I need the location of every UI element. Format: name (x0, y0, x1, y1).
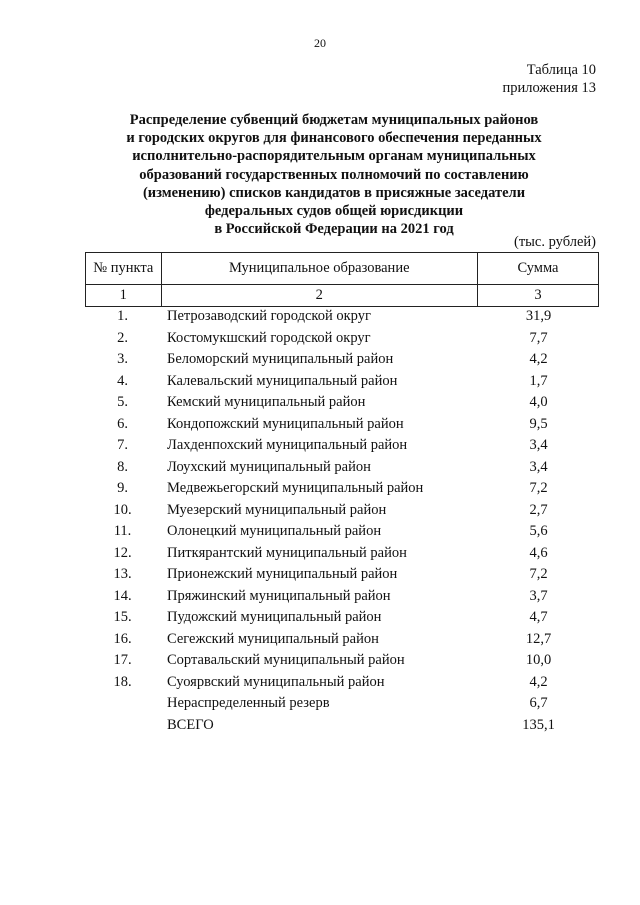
row-sum: 4,2 (529, 351, 548, 367)
row-municipality: Костомукшский городской округ (167, 329, 371, 346)
title-line: образований государственных полномочий по составлению (139, 166, 529, 183)
table-row (85, 306, 599, 328)
units-label: (тыс. рублей) (514, 234, 596, 250)
table-row (85, 607, 599, 629)
table-row (85, 586, 599, 608)
row-municipality: Калевальский муниципальный район (167, 372, 398, 389)
row-number: 7. (117, 437, 128, 453)
row-sum: 4,0 (529, 394, 548, 410)
row-municipality: Прионежский муниципальный район (167, 566, 398, 582)
row-sum: 3,7 (529, 587, 548, 604)
title-line: и городских округов для финансового обеспечения переданных (126, 130, 542, 147)
row-municipality: Пудожский муниципальный район (167, 609, 382, 625)
table-row (85, 629, 599, 651)
column-number: 1 (86, 285, 162, 307)
row-number: 6. (117, 415, 128, 432)
row-number: 4. (117, 372, 128, 389)
table-row (85, 650, 599, 672)
table-row (85, 392, 599, 414)
row-municipality: Кемский муниципальный район (167, 394, 366, 410)
row-sum: 4,6 (529, 544, 548, 561)
table-row (85, 478, 599, 500)
row-sum: 4,2 (529, 673, 548, 690)
row-number: 12. (113, 544, 132, 561)
row-sum: 9,5 (529, 415, 548, 432)
row-number: 16. (113, 630, 132, 647)
row-sum: 12,7 (525, 630, 552, 647)
table-row (85, 349, 599, 371)
row-number: 13. (113, 566, 132, 582)
row-sum: 7,2 (529, 480, 548, 496)
row-sum: 3,4 (529, 437, 548, 453)
row-municipality: Сортавальский муниципальный район (167, 652, 405, 668)
table-row (85, 457, 599, 479)
header-sum: Сумма (477, 253, 598, 285)
title-line: (изменению) списков кандидатов в присяжные заседатели (142, 184, 526, 201)
total-row (85, 715, 599, 737)
table-header (85, 252, 599, 307)
row-municipality: Лахденпохский муниципальный район (167, 437, 408, 453)
row-number: 18. (113, 673, 132, 690)
row-sum: 4,7 (529, 609, 548, 625)
row-municipality: Медвежьегорский муниципальный район (167, 480, 424, 496)
row-municipality: Муезерский муниципальный район (167, 501, 387, 518)
row-sum: 7,2 (529, 566, 548, 582)
table-row (85, 371, 599, 393)
row-number: 11. (113, 523, 132, 539)
table-row (85, 328, 599, 350)
row-number: 10. (113, 501, 132, 518)
row-municipality: Сегежский муниципальный район (167, 630, 379, 647)
row-sum: 3,4 (529, 458, 548, 475)
row-municipality: Беломорский муниципальный район (167, 351, 394, 367)
table-row (85, 500, 599, 522)
column-number: 2 (161, 285, 477, 307)
table-row (85, 543, 599, 565)
row-number: 15. (113, 609, 132, 625)
table-number: Таблица 10 (526, 62, 596, 78)
row-municipality: Суоярвский муниципальный район (167, 673, 385, 690)
row-sum: 31,9 (525, 308, 552, 324)
row-number: 3. (117, 351, 128, 367)
page-number: 20 (314, 36, 326, 50)
row-municipality: Кондопожский муниципальный район (167, 415, 404, 432)
row-number: 8. (117, 458, 128, 475)
table-row (85, 414, 599, 436)
row-number: 14. (113, 587, 132, 604)
table-body (85, 306, 599, 736)
row-number: 17. (113, 652, 132, 668)
table-row (85, 672, 599, 694)
row-sum: 5,6 (529, 523, 548, 539)
row-sum: 6,7 (529, 695, 548, 711)
appendix-number: приложения 13 (502, 80, 596, 96)
table-row (85, 521, 599, 543)
title-line: федеральных судов общей юрисдикции (204, 203, 464, 220)
header-municipality: Муниципальное образование (161, 253, 477, 285)
row-number: 5. (117, 394, 128, 410)
column-number: 3 (477, 285, 598, 307)
header-item-number: № пункта (86, 253, 162, 285)
title-line: в Российской Федерации на 2021 год (214, 221, 454, 238)
row-number: 1. (117, 308, 128, 324)
row-sum: 1,7 (529, 372, 548, 389)
row-municipality: Питкярантский муниципальный район (167, 544, 407, 561)
row-sum: 2,7 (529, 501, 548, 518)
row-municipality: Лоухский муниципальный район (167, 458, 371, 475)
row-municipality: Олонецкий муниципальный район (167, 523, 382, 539)
document-title (100, 111, 568, 238)
title-line: Распределение субвенций бюджетам муниципальных районов (129, 112, 539, 128)
header-row (86, 253, 599, 285)
row-sum: 7,7 (529, 329, 548, 346)
reserve-row (85, 693, 599, 715)
table-row (85, 564, 599, 586)
row-number: 2. (117, 329, 128, 346)
table-row (85, 435, 599, 457)
row-municipality: Петрозаводский городской округ (167, 308, 371, 324)
row-sum: 135,1 (522, 716, 555, 733)
row-sum: 10,0 (525, 652, 552, 668)
title-line: исполнительно-распорядительным органам муниципальных (132, 148, 536, 165)
row-municipality: ВСЕГО (167, 716, 214, 733)
row-number: 9. (117, 480, 128, 496)
table-label (503, 61, 596, 97)
column-number-row (86, 285, 599, 307)
row-municipality: Пряжинский муниципальный район (167, 587, 391, 604)
row-municipality: Нераспределенный резерв (167, 695, 330, 711)
